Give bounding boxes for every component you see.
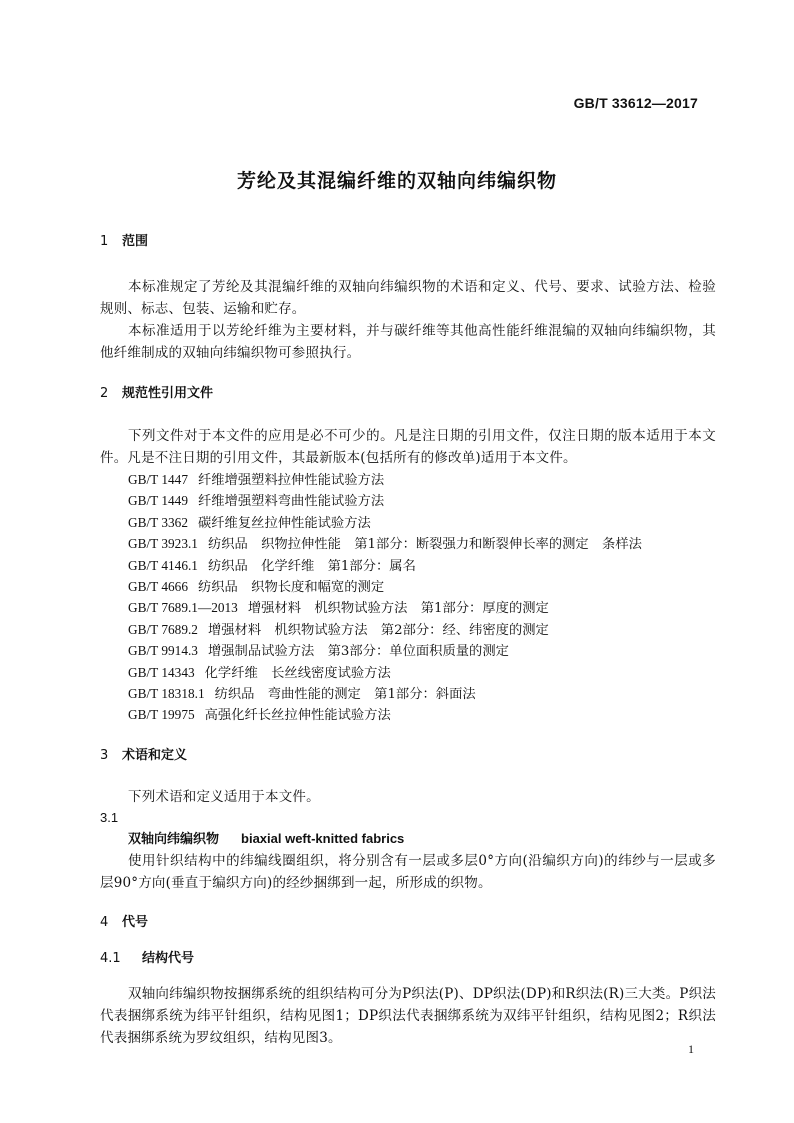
reference-title: 增强材料 机织物试验方法 第1部分：厚度的测定 (247, 601, 549, 617)
section-number: 1 (100, 234, 109, 249)
reference-title: 纤维增强塑料拉伸性能试验方法 (197, 473, 385, 488)
reference-title: 纺织品 弯曲性能的测定 第1部分：斜面法 (214, 686, 476, 702)
reference-title: 增强材料 机织物试验方法 第2部分：经、纬密度的测定 (207, 622, 549, 638)
reference-item (100, 576, 716, 597)
references-intro: 下列文件对于本文件的应用是必不可少的。凡是注日期的引用文件，仅注日期的版本适用于本文件。凡是不注日期的引用文件，其最新版本(包括所有的修改单)适用于本文件。 (100, 428, 716, 466)
section-3-heading (100, 746, 716, 766)
term-number: 3.1 (100, 809, 119, 825)
subsection-4-1-heading (100, 949, 716, 969)
reference-code: GB/T 7689.1—2013 (128, 600, 238, 616)
term-definition: 使用针织结构中的纬编线圈组织，将分别含有一层或多层0°方向(沿编织方向)的纬纱与一层或多层90°方向(垂直于编织方向)的经纱捆绑到一起，所形成的织物。 (100, 852, 716, 891)
reference-code: GB/T 19975 (128, 707, 195, 723)
reference-item (100, 533, 716, 554)
section-1-heading (100, 232, 716, 252)
document-body (100, 232, 716, 1049)
section-title: 代号 (122, 914, 149, 930)
section-title: 范围 (122, 234, 149, 249)
reference-code: GB/T 14343 (128, 664, 195, 680)
standard-code: GB/T 33612—2017 (573, 95, 698, 111)
reference-code: GB/T 4146.1 (128, 557, 198, 573)
reference-item (100, 662, 716, 683)
scope-paragraph-2: 本标准适用于以芳纶纤维为主要材料，并与碳纤维等其他高性能纤维混编的双轴向纬编织物，其他纤维制成的双轴向纬编织物可参照执行。 (100, 323, 716, 361)
section-number: 3 (100, 747, 109, 763)
section-2-heading (100, 384, 716, 404)
reference-code: GB/T 9914.3 (128, 643, 198, 659)
term-chinese: 双轴向纬编织物 (128, 831, 220, 847)
reference-item (100, 555, 716, 576)
reference-item (100, 512, 716, 533)
reference-item (100, 597, 716, 618)
section-title: 术语和定义 (122, 747, 188, 763)
reference-item (100, 683, 716, 704)
reference-title: 增强制品试验方法 第3部分：单位面积质量的测定 (207, 644, 509, 660)
reference-code: GB/T 1447 (128, 472, 188, 487)
section-number: 4 (100, 914, 109, 930)
reference-title: 纤维增强塑料弯曲性能试验方法 (197, 494, 385, 510)
reference-title: 化学纤维 长丝线密度试验方法 (204, 665, 391, 681)
scope-paragraph-1: 本标准规定了芳纶及其混编纤维的双轴向纬编织物的术语和定义、代号、要求、试验方法、检验规则、标志、包装、运输和贮存。 (100, 279, 716, 317)
reference-title: 高强化纤长丝拉伸性能试验方法 (204, 708, 391, 724)
reference-code: GB/T 18318.1 (128, 685, 205, 701)
subsection-title: 结构代号 (142, 950, 195, 966)
reference-code: GB/T 4666 (128, 578, 188, 594)
subsection-number: 4.1 (100, 950, 121, 966)
reference-title: 纺织品 化学纤维 第1部分：属名 (207, 558, 416, 574)
term-entry (100, 828, 716, 850)
reference-list (100, 469, 716, 726)
reference-item (100, 490, 716, 511)
reference-item (100, 469, 716, 490)
structure-code-paragraph: 双轴向纬编织物按捆绑系统的组织结构可分为P织法(P)、DP织法(DP)和R织法(R)三大类。P织法代表捆绑系统为纬平针组织，结构见图1；DP织法代表捆绑系统为双纬平针组织，结构见图2；R织法代表捆绑系统为罗纹组织，结构见图3。 (100, 985, 716, 1046)
reference-code: GB/T 1449 (128, 493, 188, 509)
reference-title: 纺织品 织物拉伸性能 第1部分：断裂强力和断裂伸长率的测定 条样法 (207, 537, 642, 553)
reference-title: 纺织品 织物长度和幅宽的测定 (197, 579, 385, 595)
reference-code: GB/T 3923.1 (128, 536, 198, 552)
reference-code: GB/T 7689.2 (128, 621, 198, 637)
term-english: biaxial weft-knitted fabrics (241, 830, 405, 846)
reference-item (100, 640, 716, 661)
reference-code: GB/T 3362 (128, 514, 188, 530)
section-number: 2 (100, 386, 109, 401)
section-title: 规范性引用文件 (122, 386, 214, 401)
document-title: 芳纶及其混编纤维的双轴向纬编织物 (236, 170, 557, 192)
section-4-heading (100, 913, 716, 933)
page-number: 1 (688, 1042, 694, 1056)
terms-intro: 下列术语和定义适用于本文件。 (128, 788, 320, 805)
reference-item (100, 704, 716, 725)
reference-title: 碳纤维复丝拉伸性能试验方法 (197, 515, 371, 531)
reference-item (100, 619, 716, 640)
